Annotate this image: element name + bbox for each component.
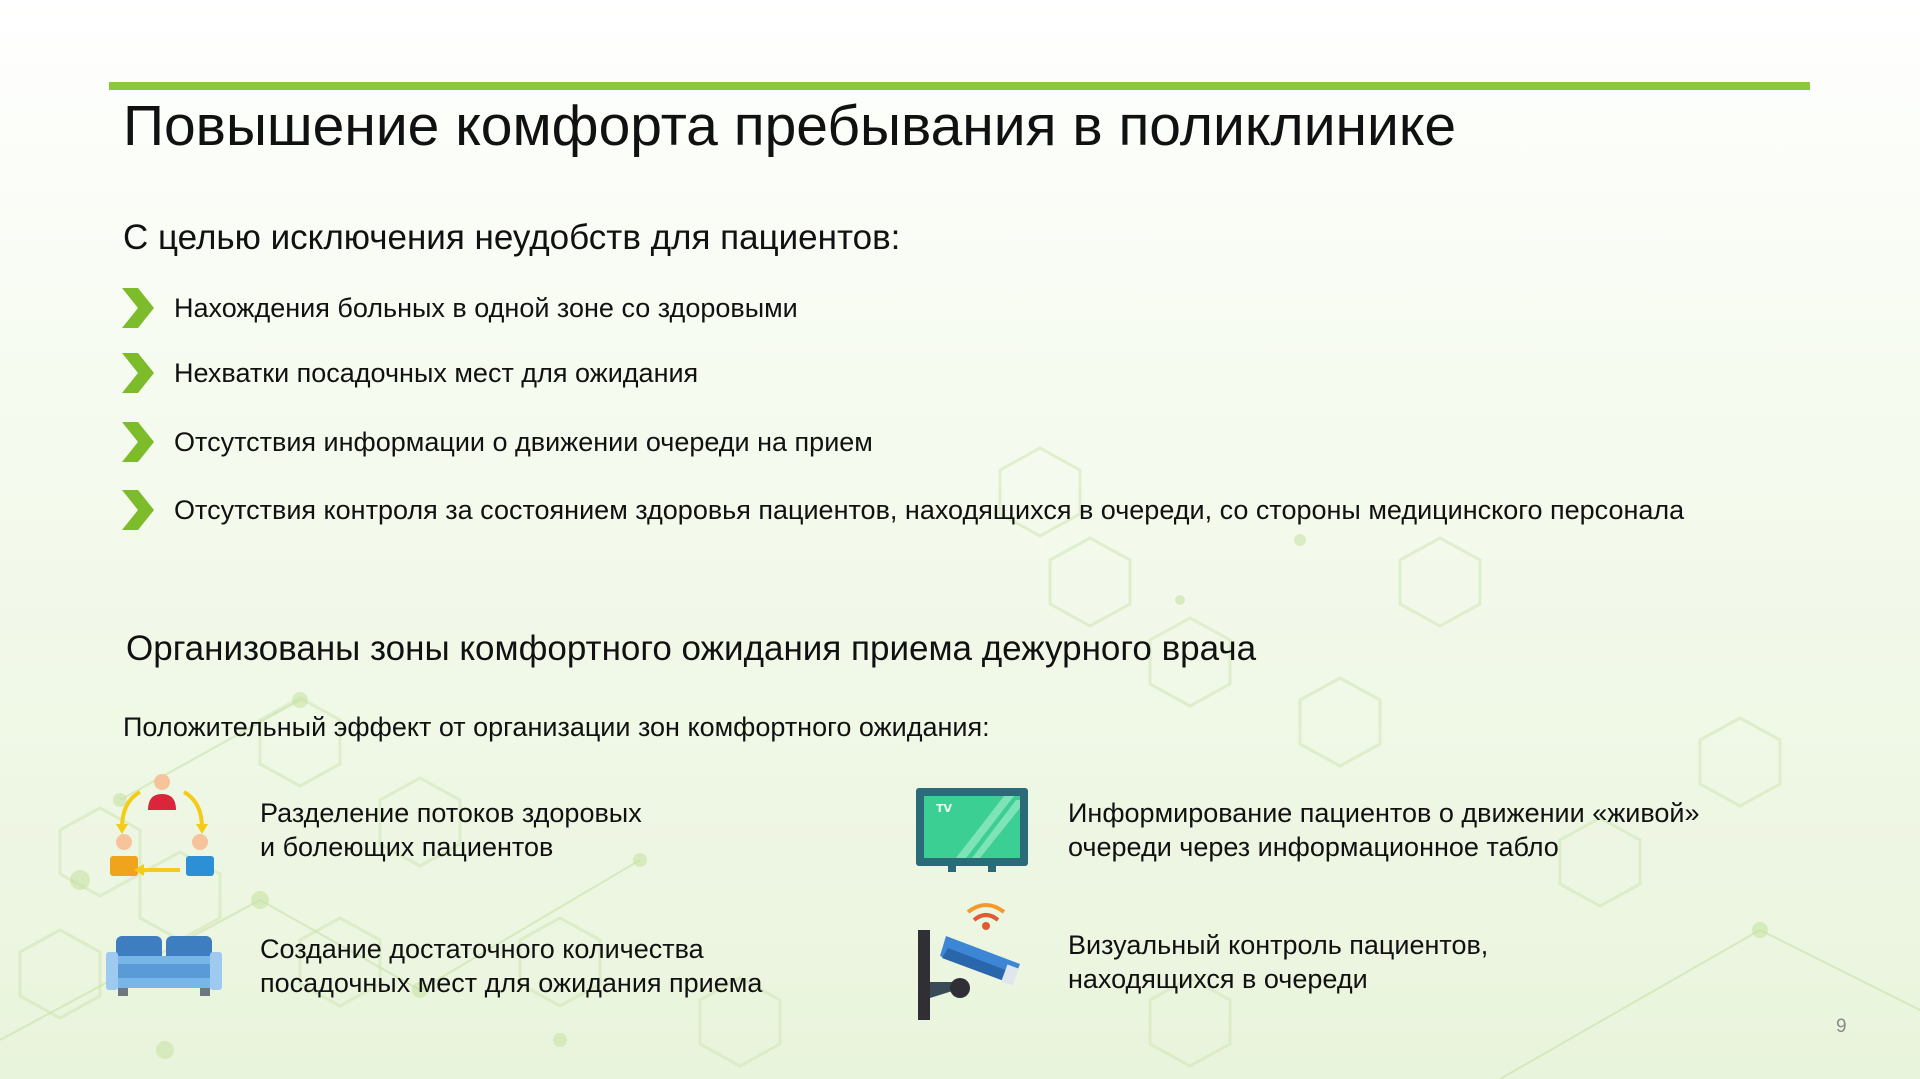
title-accent-rule xyxy=(109,82,1810,90)
effect-text xyxy=(260,932,762,1000)
list-item xyxy=(120,351,698,395)
effect-text-line: Визуальный контроль пациентов, xyxy=(1068,930,1489,960)
patient-flow-icon xyxy=(104,770,224,890)
tv-label: TV xyxy=(936,802,953,815)
effect-text-line: находящихся в очереди xyxy=(1068,964,1368,994)
chevron-right-icon xyxy=(120,352,156,394)
effect-text xyxy=(260,796,642,864)
list-item-text: Нехватки посадочных мест для ожидания xyxy=(174,358,699,388)
list-item-text: Отсутствия информации о движении очереди на прием xyxy=(174,427,873,457)
slide-title: Повышение комфорта пребывания в поликлинике xyxy=(123,94,1457,158)
page-number: 9 xyxy=(1836,1016,1847,1037)
effect-item-video-monitoring xyxy=(912,902,1488,1022)
effect-item-seating xyxy=(104,906,762,1026)
effect-text-line: Разделение потоков здоровых xyxy=(260,798,642,828)
list-item xyxy=(120,488,1684,532)
chevron-right-icon xyxy=(120,489,156,531)
list-item xyxy=(120,286,798,330)
chevron-right-icon xyxy=(120,287,156,329)
effect-item-patient-flow xyxy=(104,770,642,890)
effect-intro: Положительный эффект от организации зон комфортного ожидания: xyxy=(123,712,990,742)
effect-text xyxy=(1068,928,1488,996)
effect-item-info-board xyxy=(912,770,1700,890)
security-camera-icon xyxy=(912,902,1032,1022)
list-item-text: Отсутствия контроля за состоянием здоровья пациентов, находящихся в очереди, со стороны медицинского персонала xyxy=(174,495,1685,525)
effect-text-line: и болеющих пациентов xyxy=(260,832,554,862)
list-item xyxy=(120,420,873,464)
tv-screen-icon xyxy=(912,770,1032,890)
effect-text-line: очереди через информационное табло xyxy=(1068,832,1559,862)
effect-text xyxy=(1068,796,1700,864)
subtitle: С целью исключения неудобств для пациентов: xyxy=(123,218,901,257)
effect-text-line: Создание достаточного количества xyxy=(260,934,704,964)
effect-text-line: Информирование пациентов о движении «живой» xyxy=(1068,798,1700,828)
chevron-right-icon xyxy=(120,421,156,463)
section-heading: Организованы зоны комфортного ожидания приема дежурного врача xyxy=(126,629,1257,668)
sofa-icon xyxy=(104,906,224,1026)
effect-text-line: посадочных мест для ожидания приема xyxy=(260,968,763,998)
list-item-text: Нахождения больных в одной зоне со здоровыми xyxy=(174,293,798,323)
